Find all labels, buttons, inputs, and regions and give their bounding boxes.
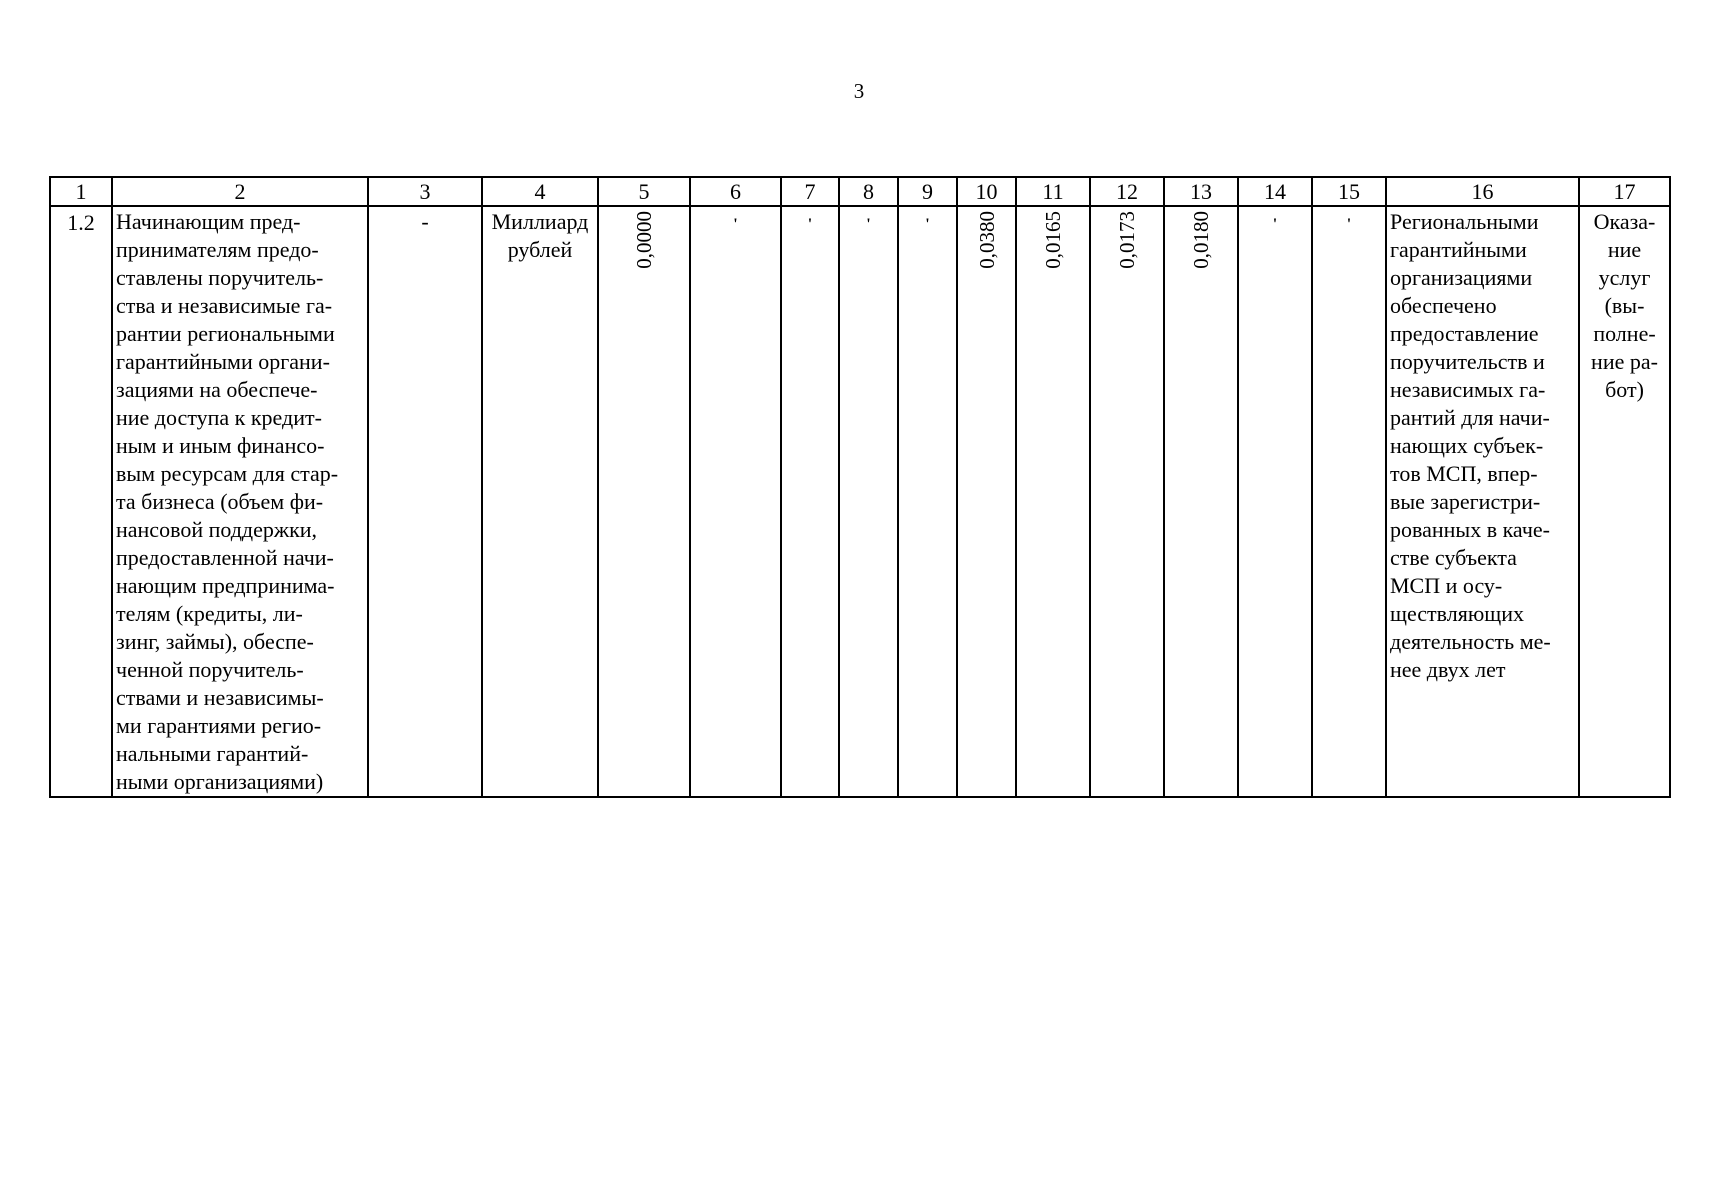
- header-cell: 14: [1238, 177, 1312, 206]
- col8-cell: [839, 206, 898, 797]
- col9-cell: [898, 206, 957, 797]
- col14-value: ': [1272, 216, 1278, 233]
- header-cell: 6: [690, 177, 781, 206]
- result-line: нающих субъек-: [1390, 433, 1544, 458]
- col7-value: ': [807, 216, 813, 233]
- result-line: рованных в каче-: [1390, 517, 1550, 542]
- header-cell: 7: [781, 177, 839, 206]
- col13-cell: [1164, 206, 1238, 797]
- result-line: организациями: [1390, 265, 1533, 290]
- header-cell: 1: [50, 177, 112, 206]
- description-line: зинг, займы), обеспе-: [116, 629, 314, 654]
- header-cell: 17: [1579, 177, 1670, 206]
- header-row: [50, 177, 1670, 206]
- description-line: рантии региональными: [116, 321, 335, 346]
- col6-value: ': [733, 216, 738, 233]
- indicator-description: [112, 206, 368, 797]
- page-number: 3: [853, 79, 865, 103]
- col6-cell: [690, 206, 781, 797]
- description-line: ным и иным финансо-: [116, 433, 325, 458]
- description-line: Начинающим пред-: [116, 209, 301, 234]
- unit-line: рублей: [507, 237, 573, 262]
- type-line: услуг: [1598, 265, 1651, 290]
- result-line: обеспечено: [1390, 293, 1497, 318]
- header-cell: 9: [898, 177, 957, 206]
- col12-value: 0,0173: [1115, 211, 1139, 269]
- result-line: гарантийными: [1390, 237, 1527, 262]
- description-line: ными организациями): [116, 769, 324, 794]
- col3-value: -: [368, 206, 482, 797]
- header-cell: 12: [1090, 177, 1164, 206]
- indicator-table: [49, 176, 1671, 798]
- description-line: ченной поручитель-: [116, 657, 304, 682]
- unit-line: Миллиард: [491, 209, 589, 234]
- result-line: Региональными: [1390, 209, 1539, 234]
- description-line: вым ресурсам для стар-: [116, 461, 339, 486]
- col7-cell: [781, 206, 839, 797]
- description-line: нальными гарантий-: [116, 741, 309, 766]
- col12-cell: [1090, 206, 1164, 797]
- header-cell: 15: [1312, 177, 1386, 206]
- result-line: тов МСП, впер-: [1390, 461, 1538, 486]
- header-cell: 4: [482, 177, 598, 206]
- col10-value: 0,0380: [974, 211, 999, 269]
- col10-cell: [957, 206, 1016, 797]
- description-line: нающим предпринима-: [116, 573, 335, 598]
- description-line: зациями на обеспече-: [116, 377, 318, 402]
- description-line: та бизнеса (объем фи-: [116, 489, 324, 514]
- description-line: ства и независимые га-: [116, 293, 333, 318]
- row-number: 1.2: [50, 206, 112, 797]
- table-row: [50, 206, 1670, 797]
- description-line: нансовой поддержки,: [116, 517, 318, 542]
- type-line: ние ра-: [1591, 349, 1658, 374]
- description-line: принимателям предо-: [116, 237, 319, 262]
- result-line: стве субъекта: [1390, 545, 1517, 570]
- description-line: ствами и независимы-: [116, 685, 324, 710]
- col9-value: ': [925, 216, 930, 233]
- result-line: ществляющих: [1390, 601, 1524, 626]
- type-line: Оказа-: [1593, 209, 1656, 234]
- result-line: вые зарегистри-: [1390, 489, 1541, 514]
- type-line: полне-: [1593, 321, 1656, 346]
- expected-result: [1386, 206, 1579, 797]
- col11-cell: [1016, 206, 1090, 797]
- header-cell: 8: [839, 177, 898, 206]
- col5-value: 0,0000: [632, 211, 656, 269]
- result-line: предоставление: [1390, 321, 1539, 346]
- result-line: деятельность ме-: [1390, 629, 1551, 654]
- header-cell: 11: [1016, 177, 1090, 206]
- col15-cell: [1312, 206, 1386, 797]
- col11-value: 0,0165: [1041, 211, 1065, 269]
- type-line: (вы-: [1604, 293, 1645, 318]
- result-line: независимых га-: [1390, 377, 1546, 402]
- description-line: ние доступа к кредит-: [116, 405, 322, 430]
- description-line: гарантийными органи-: [116, 349, 330, 374]
- result-line: МСП и осу-: [1390, 573, 1503, 598]
- header-cell: 3: [368, 177, 482, 206]
- result-line: поручительств и: [1390, 349, 1545, 374]
- result-type: [1579, 206, 1670, 797]
- header-cell: 5: [598, 177, 690, 206]
- header-cell: 16: [1386, 177, 1579, 206]
- col8-value: ': [866, 216, 871, 233]
- description-line: предоставленной начи-: [116, 545, 334, 570]
- header-cell: 13: [1164, 177, 1238, 206]
- col13-value: 0,0180: [1189, 211, 1213, 269]
- unit-of-measure: [482, 206, 598, 797]
- header-cell: 10: [957, 177, 1016, 206]
- type-line: ние: [1607, 237, 1642, 262]
- result-line: рантий для начи-: [1390, 405, 1550, 430]
- description-line: ставлены поручитель-: [116, 265, 324, 290]
- col5-cell: [598, 206, 690, 797]
- description-line: ми гарантиями регио-: [116, 713, 322, 738]
- type-line: бот): [1605, 377, 1644, 402]
- col14-cell: [1238, 206, 1312, 797]
- header-cell: 2: [112, 177, 368, 206]
- description-line: телям (кредиты, ли-: [116, 601, 303, 626]
- col15-value: ': [1346, 216, 1352, 233]
- result-line: нее двух лет: [1390, 657, 1506, 682]
